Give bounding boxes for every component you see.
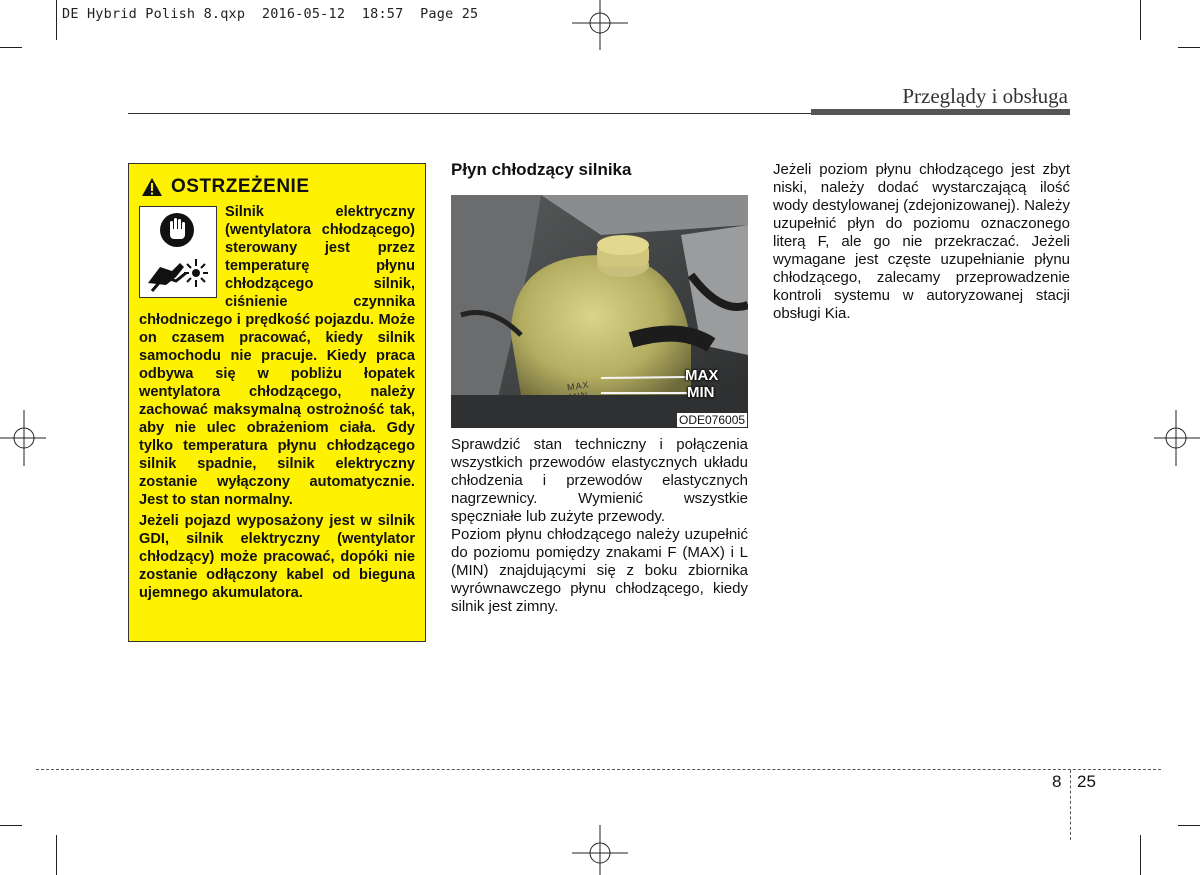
section-title: Przeglądy i obsługa (902, 84, 1068, 108)
coolant-refill-paragraph: Jeżeli poziom płynu chłodzącego jest zbyt niski, należy dodać wystarczającą ilość wody destylowanej (zdejonizowanej). Należy uzupełnić płyn do poziomu oznaczonego literą F, ale go nie przekraczać. Jeżeli wymagane jest częste uzupełnianie płynu chłodzącego, zalecamy przeprowadzenie kontroli systemu w autoryzowanej stacji obsługi Kia. (773, 161, 1070, 322)
body-paragraph: Sprawdzić stan techniczny i połączenia wszystkich przewodów elastycznych układu chłodzenia i przewodów elastycznych nagrzewnicy. Wymienić wszystkie spęczniałe lub zużyte przewody. (451, 436, 748, 525)
tank-min-mark: MIN (568, 389, 590, 403)
coolant-body (451, 436, 748, 616)
body-paragraph: Poziom płynu chłodzącego należy uzupełnić do poziomu pomiędzy znakami F (MAX) i L (MIN) znajdującymi się z boku zbiornika wyrównawczego płynu chłodzącego, kiedy silnik jest zimny. (451, 526, 748, 615)
coolant-heading: Płyn chłodzący silnika (451, 160, 632, 179)
footer-divider (1070, 770, 1071, 840)
crop-mark (0, 47, 22, 48)
max-level-label: MAX (685, 367, 719, 384)
warning-paragraph: Silnik elektryczny (wentylatora chłodzącego) sterowany jest przez temperaturę płynu chłodzącego silnik, ciśnienie czynnika chłodniczego i prędkość pojazdu. Może on czasem pracować, kiedy silnik samochodu nie pracuje. Kiedy praca odbywa się w pobliżu łopatek wentylatora chłodzącego, należy zachować maksymalną ostrożność tak, aby nie ulec obrażeniom ciała. Gdy tylko temperatura płynu chłodzącego silnik spadnie, silnik elektryczny zostanie wyłączony automatycznie. Jest to stan normalny. (139, 204, 415, 508)
registration-mark-icon (572, 0, 628, 50)
warning-heading (141, 176, 310, 198)
tank-max-mark: MAX (566, 379, 591, 393)
footer-rule (36, 769, 1161, 770)
print-slug: DE Hybrid Polish 8.qxp 2016-05-12 18:57 Page 25 (62, 6, 479, 22)
registration-mark-icon (0, 410, 46, 466)
min-level-label: MIN (687, 384, 715, 401)
registration-mark-icon (572, 825, 628, 875)
warning-text (139, 203, 415, 602)
crop-mark (56, 835, 57, 875)
crop-mark (1140, 0, 1141, 40)
registration-mark-icon (1154, 410, 1200, 466)
crop-mark (56, 0, 57, 40)
page-number: 25 (1077, 772, 1096, 791)
warning-paragraph: Jeżeli pojazd wyposażony jest w silnik GDI, silnik elektryczny (wentylator chłodzący) może pracować, dopóki nie zostanie odłączony kabel od bieguna ujemnego akumulatora. (139, 513, 415, 601)
crop-mark (0, 825, 22, 826)
photo-code-label: ODE076005 (679, 413, 746, 427)
warning-box (128, 163, 426, 642)
crop-mark (1178, 47, 1200, 48)
warning-triangle-icon (141, 177, 163, 197)
coolant-reservoir-photo (451, 195, 748, 428)
warning-title: OSTRZEŻENIE (171, 176, 310, 197)
header-accent-bar (811, 109, 1070, 115)
crop-mark (1178, 825, 1200, 826)
chapter-number: 8 (1052, 772, 1062, 791)
crop-mark (1140, 835, 1141, 875)
